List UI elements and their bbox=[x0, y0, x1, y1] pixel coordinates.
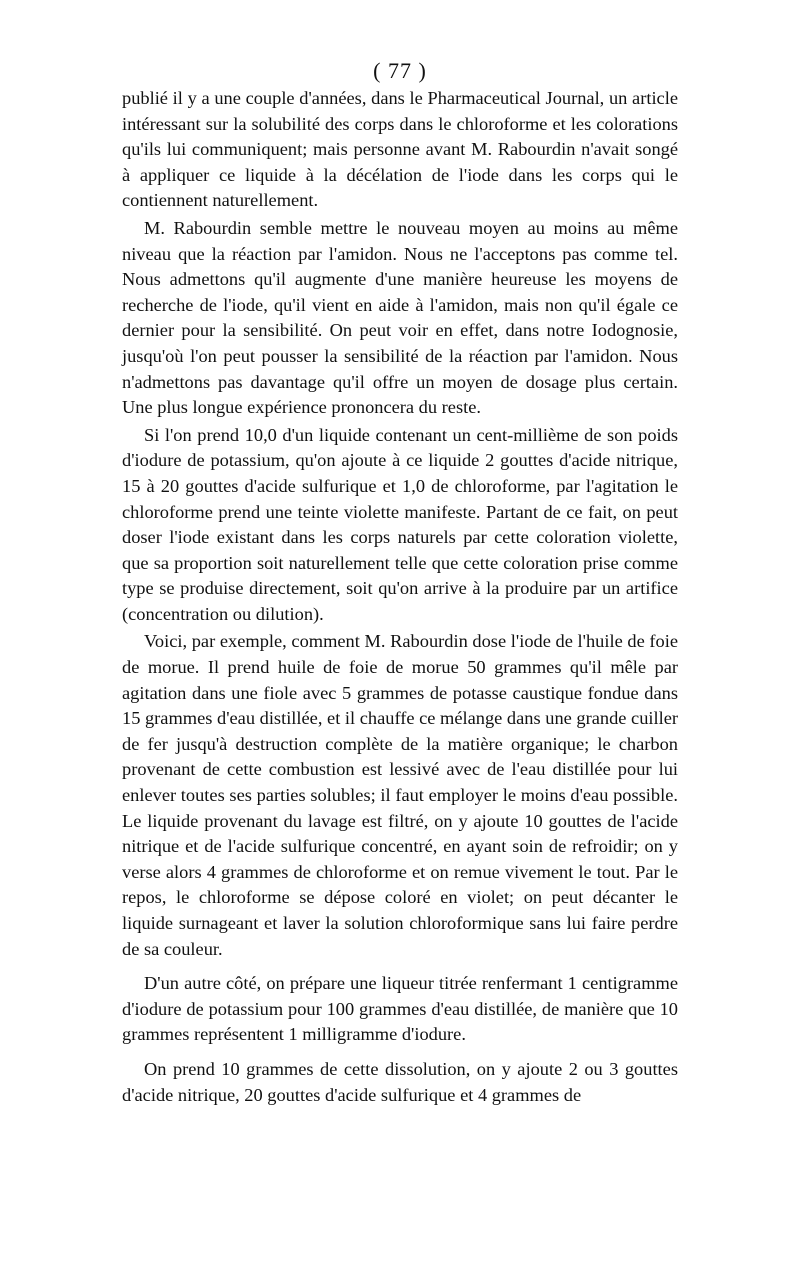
paragraph-chloroform-test: Si l'on prend 10,0 d'un liquide contenant un cent-millième de son poids d'iodure de potassium, qu'on ajoute à ce liquide 2 gouttes d'acide nitrique, 15 à 20 gouttes d'acide sulfurique et 1,0 de chloroforme, par l'agitation le chloroforme prend une teinte violette manifeste. Partant de ce fait, on peut doser l'iode existant dans les corps naturels par cette coloration violette, que sa proportion soit naturellement telle que cette coloration prise comme type se produise directement, soit qu'on arrive à la produire par un artifice (concentration ou dilution). bbox=[122, 424, 678, 624]
paragraph-procedure-start: On prend 10 grammes de cette dissolution, on y ajoute 2 ou 3 gouttes d'acide nitrique, 20 gouttes d'acide sulfurique et 4 grammes de bbox=[122, 1058, 678, 1105]
paragraph-titrated-solution: D'un autre côté, on prépare une liqueur titrée renfermant 1 centigramme d'iodure de potassium pour 100 grammes d'eau distillée, de manière que 10 grammes représentent 1 milligramme d'iodure. bbox=[122, 973, 678, 1045]
page-number: ( 77 ) bbox=[373, 58, 427, 83]
paragraph-continuation: publié il y a une couple d'années, dans le Pharmaceutical Journal, un article intéressant sur la solubilité des corps dans le chloroforme et les colorations qu'ils lui communiquent; mais personne avant M. Rabourdin n'avait songé à appliquer ce liquide à la décélation de l'iode dans les corps qui le contiennent naturellement. bbox=[122, 88, 678, 211]
paragraph-cod-liver-oil: Voici, par exemple, comment M. Rabourdin dose l'iode de l'huile de foie de morue. Il prend huile de foie de morue 50 grammes qu'il mêle par agitation dans une fiole avec 5 grammes de potasse caustique fondue dans 15 grammes d'eau distillée, et il chauffe ce mélange dans une grande cuiller de fer jusqu'à destruction complète de la matière organique; le charbon provenant de cette combustion est lessivé avec de l'eau distillée pour lui enlever toutes ses parties solubles; il faut employer le moins d'eau possible. Le liquide provenant du lavage est filtré, on y ajoute 10 gouttes de l'acide nitrique et de l'acide sulfurique concentré, en ayant soin de refroidir; on y verse alors 4 grammes de chloroforme et on remue vivement le tout. Par le repos, le chloroforme se dépose coloré en violet; on peut décanter le liquide surnageant et laver la solution chloroformique sans lui faire perdre de sa couleur. bbox=[122, 631, 679, 959]
body-text bbox=[122, 86, 678, 1108]
paragraph-rabourdin-method: M. Rabourdin semble mettre le nouveau moyen au moins au même niveau que la réaction par l'amidon. Nous ne l'acceptons pas comme tel. Nous admettons qu'il augmente d'une manière heureuse les moyens de recherche de l'iode, qu'il vient en aide à l'amidon, mais non qu'il égale ce dernier pour la sensibilité. On peut voir en effet, dans notre Iodognosie, jusqu'où l'on peut pousser la sensibilité de la réaction par l'amidon. Nous n'admettons pas davantage qu'il offre un moyen de dosage plus certain. Une plus longue expérience prononcera du reste. bbox=[122, 217, 678, 418]
